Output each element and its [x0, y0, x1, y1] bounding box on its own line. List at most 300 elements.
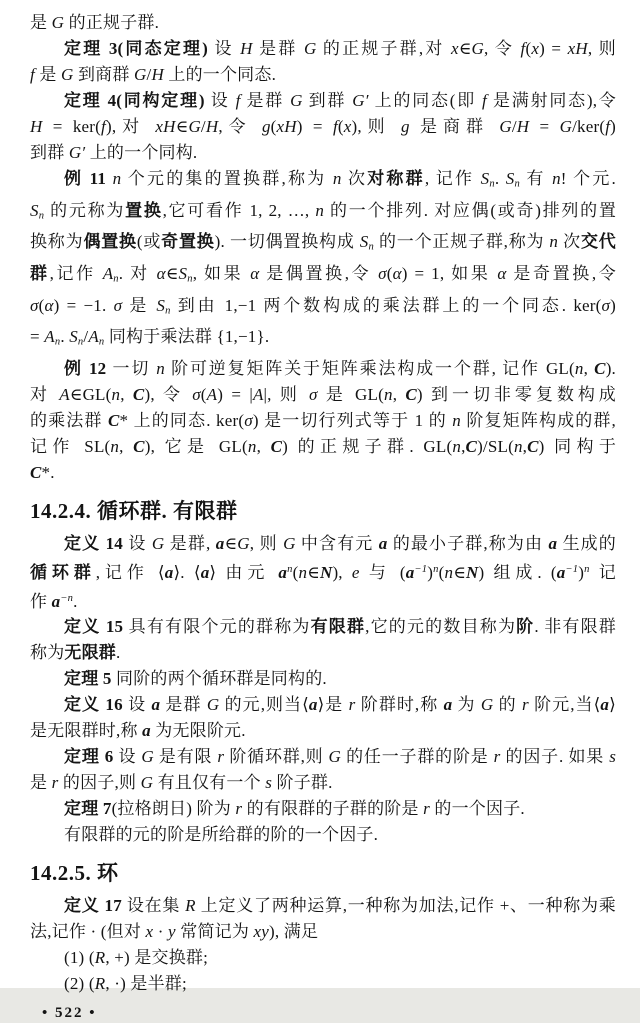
text-segment: 同阶的两个循环群是同构的. — [111, 669, 327, 689]
text-segment: , ·) 是半群; — [105, 974, 187, 994]
text-segment: n — [187, 273, 193, 285]
text-segment: S — [359, 232, 369, 252]
text-segment: (1) ( — [64, 948, 95, 968]
text-segment: 奇置换 — [161, 232, 215, 252]
text-segment: (2) ( — [64, 974, 95, 994]
text-segment: ( — [438, 562, 445, 582]
text-segment: G — [141, 747, 154, 767]
text-segment: 的最小子群,称为由 — [387, 533, 549, 553]
text-segment: , 令 — [483, 39, 521, 58]
text-segment: 换称为 — [30, 232, 84, 252]
text-segment: 记作 SL( — [30, 436, 111, 456]
text-segment: s — [265, 773, 273, 793]
text-segment: ), 满足 — [269, 922, 319, 942]
text-segment: A — [88, 327, 99, 347]
text-segment: 具有有限个元的群称为 — [123, 617, 311, 637]
text-segment: n — [332, 169, 342, 188]
text-segment: ) — [578, 562, 585, 582]
text-segment: 阶群时,称 — [355, 695, 444, 715]
text-line — [30, 114, 616, 140]
section-heading — [30, 495, 616, 527]
text-segment: α — [392, 263, 402, 283]
text-segment: n — [514, 178, 520, 190]
text-segment: a — [405, 562, 415, 582]
text-segment: 常简记为 — [175, 922, 254, 942]
text-segment: = — [30, 327, 45, 347]
text-line — [30, 822, 616, 848]
text-segment: 阶元,当⟨ — [528, 695, 601, 715]
text-segment: 例 11 — [64, 169, 107, 188]
text-segment: f — [605, 117, 611, 136]
text-segment: x — [343, 117, 352, 136]
text-segment: G — [151, 533, 165, 553]
text-segment: a — [600, 695, 610, 715]
text-segment: 到群 — [30, 143, 69, 162]
text-segment: C — [132, 384, 145, 404]
text-segment: n — [54, 336, 61, 348]
text-segment: 为无限阶元. — [150, 721, 246, 741]
text-segment: σ — [113, 295, 123, 315]
text-segment: 中含有元 — [295, 533, 379, 553]
text-segment: H — [575, 39, 588, 58]
text-segment: −1 — [565, 563, 579, 575]
text-segment: 的有限群的子群的阶是 — [242, 799, 424, 819]
text-segment: ) = −1. — [53, 295, 114, 315]
text-segment: n — [452, 410, 461, 430]
text-segment: α — [156, 263, 166, 283]
text-segment: ( — [337, 117, 344, 136]
text-segment: x — [531, 39, 540, 58]
text-segment: S — [69, 327, 78, 347]
text-segment: ( — [200, 384, 207, 404]
text-segment: , +) 是交换群; — [105, 948, 209, 968]
text-segment: e — [351, 562, 360, 582]
text-segment: n — [433, 563, 439, 575]
text-segment: 定义 17 — [64, 896, 122, 916]
text-segment: 14.2.4. 循环群. 有限群 — [30, 498, 238, 523]
text-segment: . — [60, 327, 70, 347]
text-segment: ). — [605, 358, 616, 378]
text-segment: . — [73, 591, 78, 611]
text-segment: 阶子群. — [272, 773, 333, 793]
text-segment: −1 — [414, 563, 428, 575]
text-segment: ,它可看作 1, 2, …, — [162, 200, 316, 220]
text-segment: 是群 — [240, 91, 291, 110]
text-line — [30, 293, 616, 325]
text-segment: r — [493, 747, 501, 767]
text-line — [30, 971, 616, 997]
text-segment: 作 — [30, 591, 52, 611]
text-segment: , — [461, 436, 466, 456]
text-line — [30, 62, 616, 88]
text-segment: n — [444, 562, 454, 582]
text-segment: ),则 — [351, 117, 401, 136]
text-line — [30, 324, 616, 356]
text-segment: 的因子,则 — [58, 773, 141, 793]
text-segment: A — [59, 384, 70, 404]
text-segment: n — [111, 384, 121, 404]
text-segment: 的一个正规子群,称为 — [373, 232, 550, 252]
text-segment: G′ — [68, 143, 86, 162]
text-segment: 定理 4(同构定理) — [64, 91, 205, 110]
text-segment: 设 — [208, 39, 241, 58]
text-segment: g — [400, 117, 410, 136]
text-segment: C — [133, 436, 145, 456]
text-segment: 是群 — [252, 39, 304, 58]
text-segment: C — [527, 436, 539, 456]
text-segment: r — [522, 695, 529, 715]
text-segment: 法,记作 · (但对 — [30, 922, 146, 942]
text-segment: 阶复矩阵构成的群, — [460, 410, 616, 430]
text-segment: C — [270, 436, 283, 456]
text-segment: 的任一子群的阶是 — [341, 747, 494, 767]
text-segment: f — [332, 117, 338, 136]
text-segment: / — [146, 65, 152, 84]
text-segment: σ — [244, 410, 253, 430]
text-segment: 是奇置换,令 — [506, 263, 616, 283]
text-segment: 是商群 — [409, 117, 500, 136]
text-segment: A — [102, 263, 114, 283]
text-segment: G — [237, 533, 250, 553]
text-segment: ,记作 ⟨ — [95, 562, 165, 582]
text-segment: / — [511, 117, 517, 136]
text-segment: 例 12 — [64, 358, 107, 378]
text-segment: n — [156, 358, 165, 378]
text-segment: a — [164, 562, 174, 582]
text-segment: ∈ — [165, 263, 179, 283]
text-segment: ) = 1, 如果 — [401, 263, 498, 283]
text-segment: a — [142, 721, 151, 741]
text-segment: ,令 — [218, 117, 262, 136]
text-line — [30, 893, 616, 919]
text-segment: 的一个排列. 对应偶(或奇)排列的置 — [324, 200, 617, 220]
text-segment: 记 — [589, 562, 616, 582]
text-line — [30, 36, 616, 62]
text-segment: 的乘法群 — [30, 410, 108, 430]
text-segment: 是 — [30, 13, 52, 32]
text-line — [30, 434, 616, 460]
text-segment: C — [594, 358, 606, 378]
text-segment: σ — [192, 384, 201, 404]
text-segment: f — [30, 65, 35, 84]
text-segment: · — [153, 922, 169, 942]
text-segment: 是 — [34, 65, 62, 84]
text-segment: ∈ — [224, 533, 238, 553]
text-segment: 对 — [30, 384, 60, 404]
text-segment: n — [110, 436, 120, 456]
text-segment: S — [156, 295, 166, 315]
text-segment: x — [145, 922, 154, 942]
text-segment: ) — [427, 562, 434, 582]
text-segment: / — [200, 117, 206, 136]
text-segment: 群 — [30, 263, 50, 283]
text-segment: n — [112, 169, 122, 188]
text-segment: . 对 — [118, 263, 157, 283]
text-segment: , 如果 — [192, 263, 251, 283]
text-segment: 对称群 — [367, 169, 425, 188]
text-segment: 是 GL( — [317, 384, 384, 404]
page-content — [30, 10, 616, 997]
text-segment: a — [151, 695, 161, 715]
text-segment: 是群, — [164, 533, 216, 553]
text-segment: ( — [525, 39, 532, 58]
text-segment: G — [188, 117, 201, 136]
text-line — [30, 692, 616, 718]
text-segment: 次 — [341, 169, 368, 188]
text-segment: ∈GL( — [69, 384, 112, 404]
text-line — [30, 770, 616, 796]
text-segment: G — [51, 13, 65, 32]
text-segment: G — [303, 39, 317, 58]
text-segment: 的正规子群,对 — [316, 39, 451, 58]
text-segment: ) 是一切行列式等于 1 的 — [252, 410, 453, 430]
text-segment: , — [120, 384, 133, 404]
text-segment: ), 它是 GL( — [144, 436, 248, 456]
text-segment: = — [529, 117, 560, 136]
text-segment: ( — [292, 562, 299, 582]
text-segment: ⟩是 — [317, 695, 349, 715]
text-segment: ! 个元. — [560, 169, 616, 188]
text-segment: 14.2.5. 环 — [30, 861, 119, 886]
text-segment: n — [98, 336, 105, 348]
text-segment: 的因子. 如果 — [500, 747, 610, 767]
text-segment: , — [583, 358, 595, 378]
text-segment: ∈ — [175, 117, 189, 136]
text-segment: 上的一个同态. — [163, 65, 277, 84]
text-segment: , 则 — [249, 533, 284, 553]
text-segment: * 上的同态. ker( — [119, 410, 245, 430]
text-segment: ), 令 — [144, 384, 193, 404]
text-segment: n — [247, 436, 257, 456]
text-segment: r — [217, 747, 225, 767]
text-segment: G — [140, 773, 154, 793]
text-segment: f — [235, 91, 241, 110]
text-segment: = ker( — [42, 117, 102, 136]
text-line — [30, 586, 616, 615]
text-segment: H — [240, 39, 253, 58]
text-segment: 定理 3(同态定理) — [64, 39, 209, 58]
text-segment: ( — [386, 263, 393, 283]
text-segment: a — [51, 591, 61, 611]
text-segment: 上的同态(即 — [368, 91, 483, 110]
text-segment: )/SL( — [477, 436, 514, 456]
text-segment: G — [559, 117, 573, 136]
text-segment: 有限群的元的阶是所给群的阶的一个因子. — [64, 825, 379, 845]
text-line — [30, 796, 616, 822]
text-segment: (拉格朗日) 阶为 — [111, 799, 236, 819]
text-segment: r — [423, 799, 430, 819]
text-segment: n — [552, 169, 561, 188]
text-segment: (或 — [136, 232, 162, 252]
text-segment: G — [283, 533, 296, 553]
text-segment: A — [44, 327, 55, 347]
text-segment: R — [94, 974, 106, 994]
text-segment: 上的一个同构. — [85, 143, 198, 162]
text-segment: n — [315, 200, 325, 220]
text-segment: 同构于乘法群 {1,−1}. — [104, 327, 270, 347]
text-segment: 一切 — [106, 358, 157, 378]
text-segment: α — [250, 263, 260, 283]
text-segment: ),对 — [105, 117, 156, 136]
text-segment: n — [38, 210, 45, 222]
text-segment: x — [276, 117, 285, 136]
text-segment: ) — [610, 295, 616, 315]
text-segment: G — [61, 65, 74, 84]
text-segment: 置换 — [125, 200, 163, 220]
text-segment: ∈ — [307, 562, 320, 582]
text-segment: G — [471, 39, 484, 58]
text-segment: G — [328, 747, 341, 767]
text-segment: n — [368, 241, 374, 253]
text-segment: 的正规子群. — [64, 13, 160, 32]
text-line — [30, 88, 616, 114]
text-segment: σ — [309, 384, 318, 404]
text-segment: ) 的正规子群. GL( — [282, 436, 453, 456]
text-segment: ) = | — [217, 384, 253, 404]
text-segment: α — [497, 263, 507, 283]
text-segment: . — [116, 643, 121, 663]
text-segment: n — [113, 273, 119, 285]
text-segment: ) 到一切非零复数构成 — [416, 384, 616, 404]
text-line — [30, 718, 616, 744]
text-line — [30, 460, 616, 486]
text-segment: 有且仅有一个 — [153, 773, 266, 793]
text-line — [30, 666, 616, 692]
text-segment: n — [383, 384, 393, 404]
text-segment: n — [452, 436, 462, 456]
text-segment: x — [155, 117, 164, 136]
text-segment: 设 — [123, 533, 152, 553]
text-segment: n — [574, 358, 584, 378]
text-segment: S — [480, 169, 490, 188]
text-segment: 设 — [122, 695, 152, 715]
text-segment: x — [450, 39, 459, 58]
text-line — [30, 229, 616, 261]
text-segment: xy — [253, 922, 269, 942]
text-line — [30, 531, 616, 557]
text-segment: ) — [610, 117, 616, 136]
text-segment: x — [567, 39, 576, 58]
text-segment: 无限群 — [64, 643, 117, 663]
text-segment: , — [119, 436, 134, 456]
text-segment: ∈ — [458, 39, 472, 58]
text-segment: 有限群 — [310, 617, 366, 637]
text-segment: 称为 — [30, 643, 65, 663]
text-segment: ) = — [296, 117, 333, 136]
text-line — [30, 198, 616, 230]
text-segment: ,记作 — [49, 263, 103, 283]
text-segment: , 则 — [587, 39, 616, 58]
text-segment: 定理 5 — [64, 669, 112, 689]
text-segment: r — [51, 773, 59, 793]
text-segment: C — [465, 436, 478, 456]
text-segment: 阶可逆复矩阵关于矩阵乘法构成一个群, 记作 GL( — [164, 358, 575, 378]
text-line — [30, 166, 616, 198]
text-segment: 上定义了两种运算,一种称为加法,记作 +、一种称为乘 — [195, 896, 617, 916]
text-segment: y — [168, 922, 176, 942]
text-segment: , — [522, 436, 528, 456]
text-segment: r — [348, 695, 356, 715]
text-segment: ∈ — [453, 562, 466, 582]
text-segment: , — [392, 384, 406, 404]
text-segment: G — [134, 65, 147, 84]
text-segment: σ — [378, 263, 387, 283]
text-line — [30, 919, 616, 945]
text-segment: / — [83, 327, 89, 347]
text-segment: 是无限群时,称 — [30, 721, 143, 741]
text-segment: ( — [270, 117, 277, 136]
text-segment: H — [284, 117, 297, 136]
text-segment: 是 — [30, 773, 52, 793]
text-segment: 是偶置换,令 — [259, 263, 379, 283]
text-segment: C — [405, 384, 417, 404]
text-segment: 是群 — [160, 695, 207, 715]
text-segment: /ker( — [572, 117, 606, 136]
text-segment: . 非有限群 — [534, 617, 617, 637]
text-segment: 的元称为 — [44, 200, 126, 220]
text-segment: H — [30, 117, 43, 136]
text-segment: 次 — [558, 232, 581, 252]
text-segment: 定理 6 — [64, 747, 114, 767]
text-segment: R — [94, 948, 106, 968]
text-segment: 阶 — [516, 617, 535, 637]
text-segment: . — [494, 169, 506, 188]
text-segment: n — [549, 232, 559, 252]
text-segment: 到群 — [302, 91, 353, 110]
text-line — [30, 261, 616, 293]
text-segment: 是满射同态),令 — [486, 91, 616, 110]
text-segment: 偶置换 — [83, 232, 137, 252]
text-segment: f — [101, 117, 106, 136]
text-segment: H — [151, 65, 164, 84]
text-segment: σ — [30, 295, 39, 315]
text-segment: n — [513, 436, 523, 456]
text-segment: r — [235, 799, 243, 819]
text-segment: a — [548, 533, 558, 553]
text-segment: 个元的集的置换群,称为 — [121, 169, 333, 188]
text-line — [30, 10, 616, 36]
text-segment: f — [482, 91, 487, 110]
text-segment: |, 则 — [263, 384, 310, 404]
text-segment: a — [215, 533, 225, 553]
text-segment: 定义 16 — [64, 695, 123, 715]
text-segment: 为 — [452, 695, 481, 715]
text-segment: ), — [332, 562, 352, 582]
text-segment: α — [44, 295, 54, 315]
text-line — [30, 640, 616, 666]
text-segment: a — [443, 695, 453, 715]
text-segment: 定理 7 — [64, 799, 112, 819]
text-segment: ( — [38, 295, 45, 315]
text-segment: S — [178, 263, 188, 283]
text-segment: 阶循环群,则 — [224, 747, 329, 767]
text-segment: *. — [41, 462, 55, 482]
text-segment: R — [185, 896, 196, 916]
text-segment: ⟩ — [609, 695, 616, 715]
text-segment: ) 同构于 — [538, 436, 617, 456]
text-segment: g — [261, 117, 271, 136]
text-segment: a — [378, 533, 388, 553]
text-line — [30, 140, 616, 166]
text-segment: 的元,则当⟨ — [219, 695, 309, 715]
text-line — [30, 382, 616, 408]
text-segment: s — [609, 747, 617, 767]
text-segment: 定义 14 — [64, 533, 123, 553]
text-segment: ) = — [539, 39, 568, 58]
text-segment: 设在集 — [121, 896, 186, 916]
text-segment: 交代 — [580, 232, 616, 252]
text-segment: ,它的元的数目称为 — [365, 617, 517, 637]
